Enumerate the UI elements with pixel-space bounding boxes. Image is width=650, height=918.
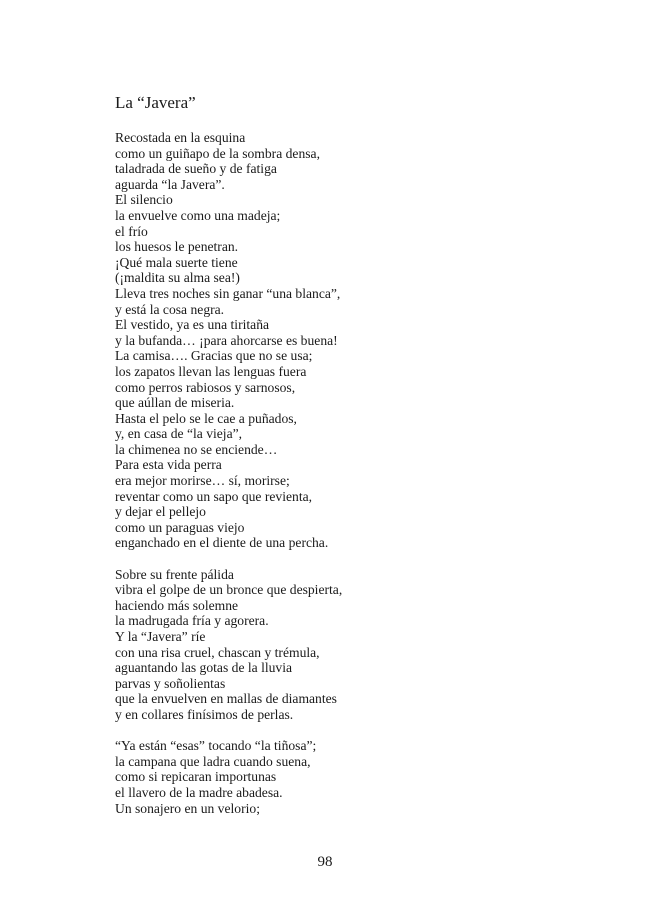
poem-line: y dejar el pellejo <box>115 504 206 520</box>
poem-line: y en collares finísimos de perlas. <box>115 706 294 722</box>
poem-line: era mejor morirse… sí, morirse; <box>115 473 290 489</box>
poem-line: taladrada de sueño y de fatiga <box>115 161 277 177</box>
poem-line: El vestido, ya es una tiritaña <box>115 317 270 333</box>
poem-line: parvas y soñolientas <box>115 675 226 691</box>
poem-line: como perros rabiosos y sarnosos, <box>115 379 296 395</box>
poem-line: haciendo más solemne <box>115 597 239 613</box>
poem-line: y está la cosa negra. <box>115 301 225 317</box>
poem-line: Y la “Javera” ríe <box>115 629 206 644</box>
poem-line: la chimenea no se enciende… <box>115 441 278 457</box>
poem-line: la campana que ladra cuando suena, <box>115 753 311 769</box>
poem-line: Lleva tres noches sin ganar “una blanca”, <box>115 285 341 301</box>
poem-line: y la bufanda… ¡para ahorcarse es buena! <box>115 332 338 348</box>
poem-line: Un sonajero en un velorio; <box>115 800 260 816</box>
poem-stanza <box>115 567 595 723</box>
poem-line: como un paraguas viejo <box>115 519 245 535</box>
poem-line: la madrugada fría y agorera. <box>115 613 269 629</box>
poem-line: El silencio <box>115 192 173 208</box>
poem-line: con una risa cruel, chascan y trémula, <box>115 644 320 660</box>
poem-line: como un guiñapo de la sombra densa, <box>115 145 320 161</box>
poem-line: Para esta vida perra <box>115 457 222 473</box>
poem-line: Hasta el pelo se le cae a puñados, <box>115 410 297 426</box>
page-number: 98 <box>317 854 333 870</box>
poem-line: que la envuelven en mallas de diamantes <box>115 691 337 707</box>
poem-line: aguarda “la Javera”. <box>115 176 225 192</box>
poem-line: enganchado en el diente de una percha. <box>115 535 329 551</box>
poem-body <box>115 130 595 832</box>
poem-line: vibra el golpe de un bronce que despierta, <box>115 582 343 598</box>
poem-line: reventar como un sapo que revienta, <box>115 488 313 504</box>
poem-line: ¡Qué mala suerte tiene <box>115 254 238 270</box>
poem-line: (¡maldita su alma sea!) <box>115 270 240 286</box>
poem-stanza <box>115 738 595 816</box>
poem-line: el frío <box>115 223 148 239</box>
poem-line: aguantando las gotas de la lluvia <box>115 660 293 676</box>
poem-line: Recostada en la esquina <box>115 130 246 145</box>
poem-line: “Ya están “esas” tocando “la tiñosa”; <box>115 738 317 754</box>
poem-line: Sobre su frente pálida <box>115 566 234 582</box>
poem-stanza <box>115 130 595 551</box>
poem-title: La “Javera” <box>115 93 196 112</box>
poem-line: que aúllan de miseria. <box>115 395 235 411</box>
poem-line: la envuelve como una madeja; <box>115 207 281 223</box>
poem-line: los zapatos llevan las lenguas fuera <box>115 363 307 379</box>
poem-line: La camisa…. Gracias que no se usa; <box>115 348 313 364</box>
poem-line: el llavero de la madre abadesa. <box>115 784 283 800</box>
poem-line: los huesos le penetran. <box>115 239 239 255</box>
poem-line: como si repicaran importunas <box>115 769 277 785</box>
poem-line: y, en casa de “la vieja”, <box>115 426 243 442</box>
